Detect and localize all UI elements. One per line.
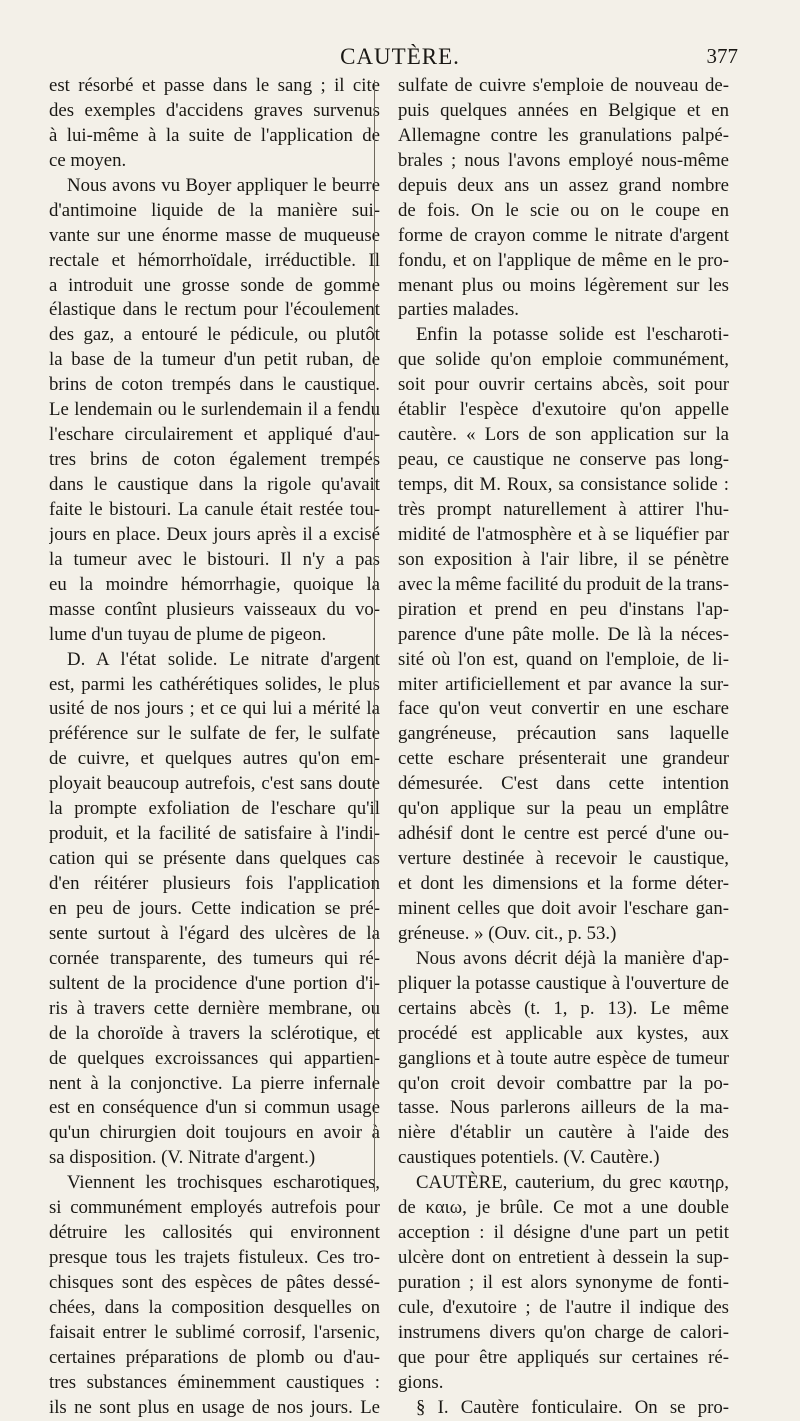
text-line: fondu, et on l'applique de même en le pro- [398,249,729,271]
text-line: préférence sur le sulfate de fer, le sulfate [49,723,380,745]
text-line: midité de l'atmosphère et à se liquéfier par [398,523,729,545]
text-line: vante sur une énorme masse de muqueuse [49,224,380,246]
text-line: la prompte exfoliation de l'eschare qu'il [49,798,380,820]
text-line: cule, d'exutoire ; de l'autre il indique des [398,1296,729,1318]
text-line: nière d'établir un cautère à l'aide des [398,1122,729,1144]
text-line: procédé est applicable aux kystes, aux [398,1022,729,1044]
text-line: piration et prend en peu d'instans l'ap- [398,598,729,620]
text-line: la tumeur avec le bistouri. Il n'y a pas [49,548,380,570]
section-heading-line: § I. Cautère fonticulaire. On se pro- [416,1396,729,1418]
text-line: que solide qu'on emploie communément, [398,349,729,371]
text-line: l'eschare circulairement et appliqué d'au- [49,424,380,446]
text-line: usité de nos jours ; et ce qui lui a mérité la [49,698,380,720]
text-line: de καιω, je brûle. Ce mot a une double [398,1197,729,1219]
text-line: parties malades. [398,299,519,321]
text-line: gions. [398,1371,444,1393]
text-line: est en conséquence d'un si commun usage [49,1097,380,1119]
text-line: face qu'on veut convertir en une eschare [398,698,729,720]
headword-line: CAUTÈRE, cauterium, du grec καυτηρ, [416,1172,729,1194]
text-line: chisques sont des espèces de pâtes dessé- [49,1272,380,1293]
text-line: en peu de jours. Cette indication se pré- [49,897,380,919]
text-line: instrumens divers qu'on charge de calori- [398,1321,729,1343]
text-line: si communément employés autrefois pour [49,1197,380,1219]
text-line: sultent de la procidence d'une portion d'i- [49,972,380,994]
text-line: brins de coton trempés dans le caustique. [49,374,380,396]
text-line: minent celles que doit avoir l'eschare gan- [398,897,729,919]
text-line: chées, dans la composition desquelles on [49,1296,380,1318]
text-line: des exemples d'accidens graves survenus [49,99,380,121]
text-line: ganglions et à toute autre espèce de tumeur [398,1047,729,1069]
text-line: cornée transparente, des tumeurs qui ré- [49,947,380,969]
text-line: sa disposition. (V. Nitrate d'argent.) [49,1147,316,1169]
text-line: rectale et hémorrhoïdale, irréductible. Il [49,249,380,271]
text-line: a introduit une grosse sonde de gomme [49,274,380,296]
text-line: que pour être appliqués sur certaines ré- [398,1346,729,1368]
text-line: puis quelques années en Belgique et en [398,99,729,121]
text-line: forme de crayon comme le nitrate d'argent [398,224,729,246]
text-line: jours en place. Deux jours après il a excisé [49,523,380,545]
text-line: menant plus ou moins légèrement sur les [398,274,729,296]
text-line: Nous avons décrit déjà la manière d'ap- [416,947,729,969]
text-line: cette eschare présenterait une grandeur [398,748,729,770]
text-line: certaines préparations de plomb ou d'au- [49,1346,380,1368]
text-line: et dont les dimensions et la forme déter- [398,873,729,894]
text-line: faisait entrer le sublimé corrosif, l'arsenic, [49,1321,380,1343]
text-line: produit, et la facilité de satisfaire à l'indi- [49,823,380,845]
text-line: sité où l'on est, quand on l'emploie, de li- [398,648,729,670]
text-line: de quelques excroissances qui appartien- [49,1047,380,1069]
text-line: verture destinée à recevoir le caustique, [398,848,729,870]
page-number: 377 [706,44,738,68]
text-line: masse contînt plusieurs vaisseaux du vo- [49,598,380,620]
text-line: ployait beaucoup autrefois, c'est sans doute [49,773,380,795]
text-line: est résorbé et passe dans le sang ; il cite [49,75,380,96]
text-line: la base de la tumeur d'un petit ruban, de [49,349,380,371]
text-line: Nous avons vu Boyer appliquer le beurre [67,174,380,196]
text-line: puration ; il est alors synonyme de fonti- [398,1272,729,1293]
text-line: d'antimoine liquide de la manière sui- [49,199,380,221]
text-line: peau, ce caustique ne conserve pas long- [398,449,729,471]
text-line: cautère. « Lors de son application sur la [398,424,729,446]
text-line: Enfin la potasse solide est l'escharoti- [416,324,729,346]
text-line: sente surtout à l'égard des ulcères de la [49,922,380,944]
text-line: est, parmi les cathérétiques solides, le plus [49,673,380,695]
text-line: ris à travers cette dernière membrane, ou [49,997,380,1019]
text-line: faite le bistouri. La canule était restée tou- [49,498,380,520]
text-line: ils ne sont plus en usage de nos jours. Le [49,1396,380,1418]
right-column [398,74,729,1421]
text-line: démesurée. C'est dans cette intention [398,773,729,795]
text-line: dans le caustique dans la rigole qu'avait [49,474,380,495]
left-column [49,74,380,1421]
text-line: des gaz, a entouré le pédicule, ou plutôt [49,324,380,346]
text-line: Viennent les trochisques escharotiques, [67,1172,380,1194]
text-line: à lui-même à la suite de l'application de [49,124,380,146]
text-line: gangréneuse, précaution sans laquelle [398,723,729,745]
column-divider [374,80,375,1192]
text-line: presque tous les trajets fistuleux. Ces tro- [49,1247,380,1269]
text-line: eu la moindre hémorrhagie, quoique la [49,573,380,595]
text-line: gréneuse. » (Ouv. cit., p. 53.) [398,922,617,944]
text-line: son exposition à l'air libre, il se pénètre [398,548,729,570]
text-line: de la choroïde à travers la sclérotique, et [49,1022,380,1044]
text-line: lume d'un tuyau de plume de pigeon. [49,623,327,645]
text-line: adhésif dont le centre est percé d'une ou- [398,823,729,845]
text-line: certains abcès (t. 1, p. 13). Le même [398,997,729,1019]
text-line: temps, dit M. Roux, sa consistance solide : [398,474,729,495]
text-line: avec la même facilité du produit de la trans- [398,573,729,595]
text-line: brales ; nous l'avons employé nous-même [398,149,729,171]
text-line: qu'on applique sur la peau un emplâtre [398,798,729,820]
text-line: qu'un chirurgien doit toujours en avoir à [49,1122,380,1144]
text-line: nent à la conjonctive. La pierre infernale [49,1072,380,1094]
text-line: caustiques potentiels. (V. Cautère.) [398,1147,660,1169]
text-line: élastique dans le rectum pour l'écoulement [49,299,380,321]
text-line: cation qui se présente dans quelques cas [49,848,380,870]
text-line: Le lendemain ou le surlendemain il a fendu [49,399,380,421]
text-line: qu'on croit devoir combattre par la po- [398,1072,729,1094]
text-line: depuis deux ans un assez grand nombre [398,174,729,196]
text-line: de cuivre, et quelques autres qu'on em- [49,748,380,770]
text-line: très prompt naturellement à attirer l'hu- [398,498,729,520]
page-header [0,38,800,70]
text-line: acception : il désigne d'une part un petit [398,1222,729,1244]
text-line: ulcère dont on entretient à dessein la sup- [398,1247,729,1269]
text-line: Allemagne contre les granulations palpé- [398,124,729,146]
running-title: CAUTÈRE. [340,44,460,69]
text-line: établir l'espèce d'exutoire qu'on appelle [398,399,729,421]
text-line: tasse. Nous parlerons ailleurs de la ma- [398,1097,729,1119]
text-line: de fois. On le scie ou on le coupe en [398,199,729,221]
text-line: parence d'une pâte molle. De là la néces- [398,623,729,645]
text-line: détruire les callosités qui environnent [49,1222,380,1244]
text-line: ce moyen. [49,149,127,171]
text-line: tres brins de coton également trempés [49,449,380,471]
text-line: miter artificiellement et par avance la sur- [398,673,729,695]
text-line: soit pour ouvrir certains abcès, soit pour [398,374,729,396]
text-line: d'en réitérer plusieurs fois l'application [49,873,380,894]
text-line: pliquer la potasse caustique à l'ouverture de [398,972,729,994]
text-line: sulfate de cuivre s'emploie de nouveau de- [398,75,729,96]
text-line: tres substances éminemment caustiques : [49,1371,380,1393]
text-line: D. A l'état solide. Le nitrate d'argent [67,648,380,670]
